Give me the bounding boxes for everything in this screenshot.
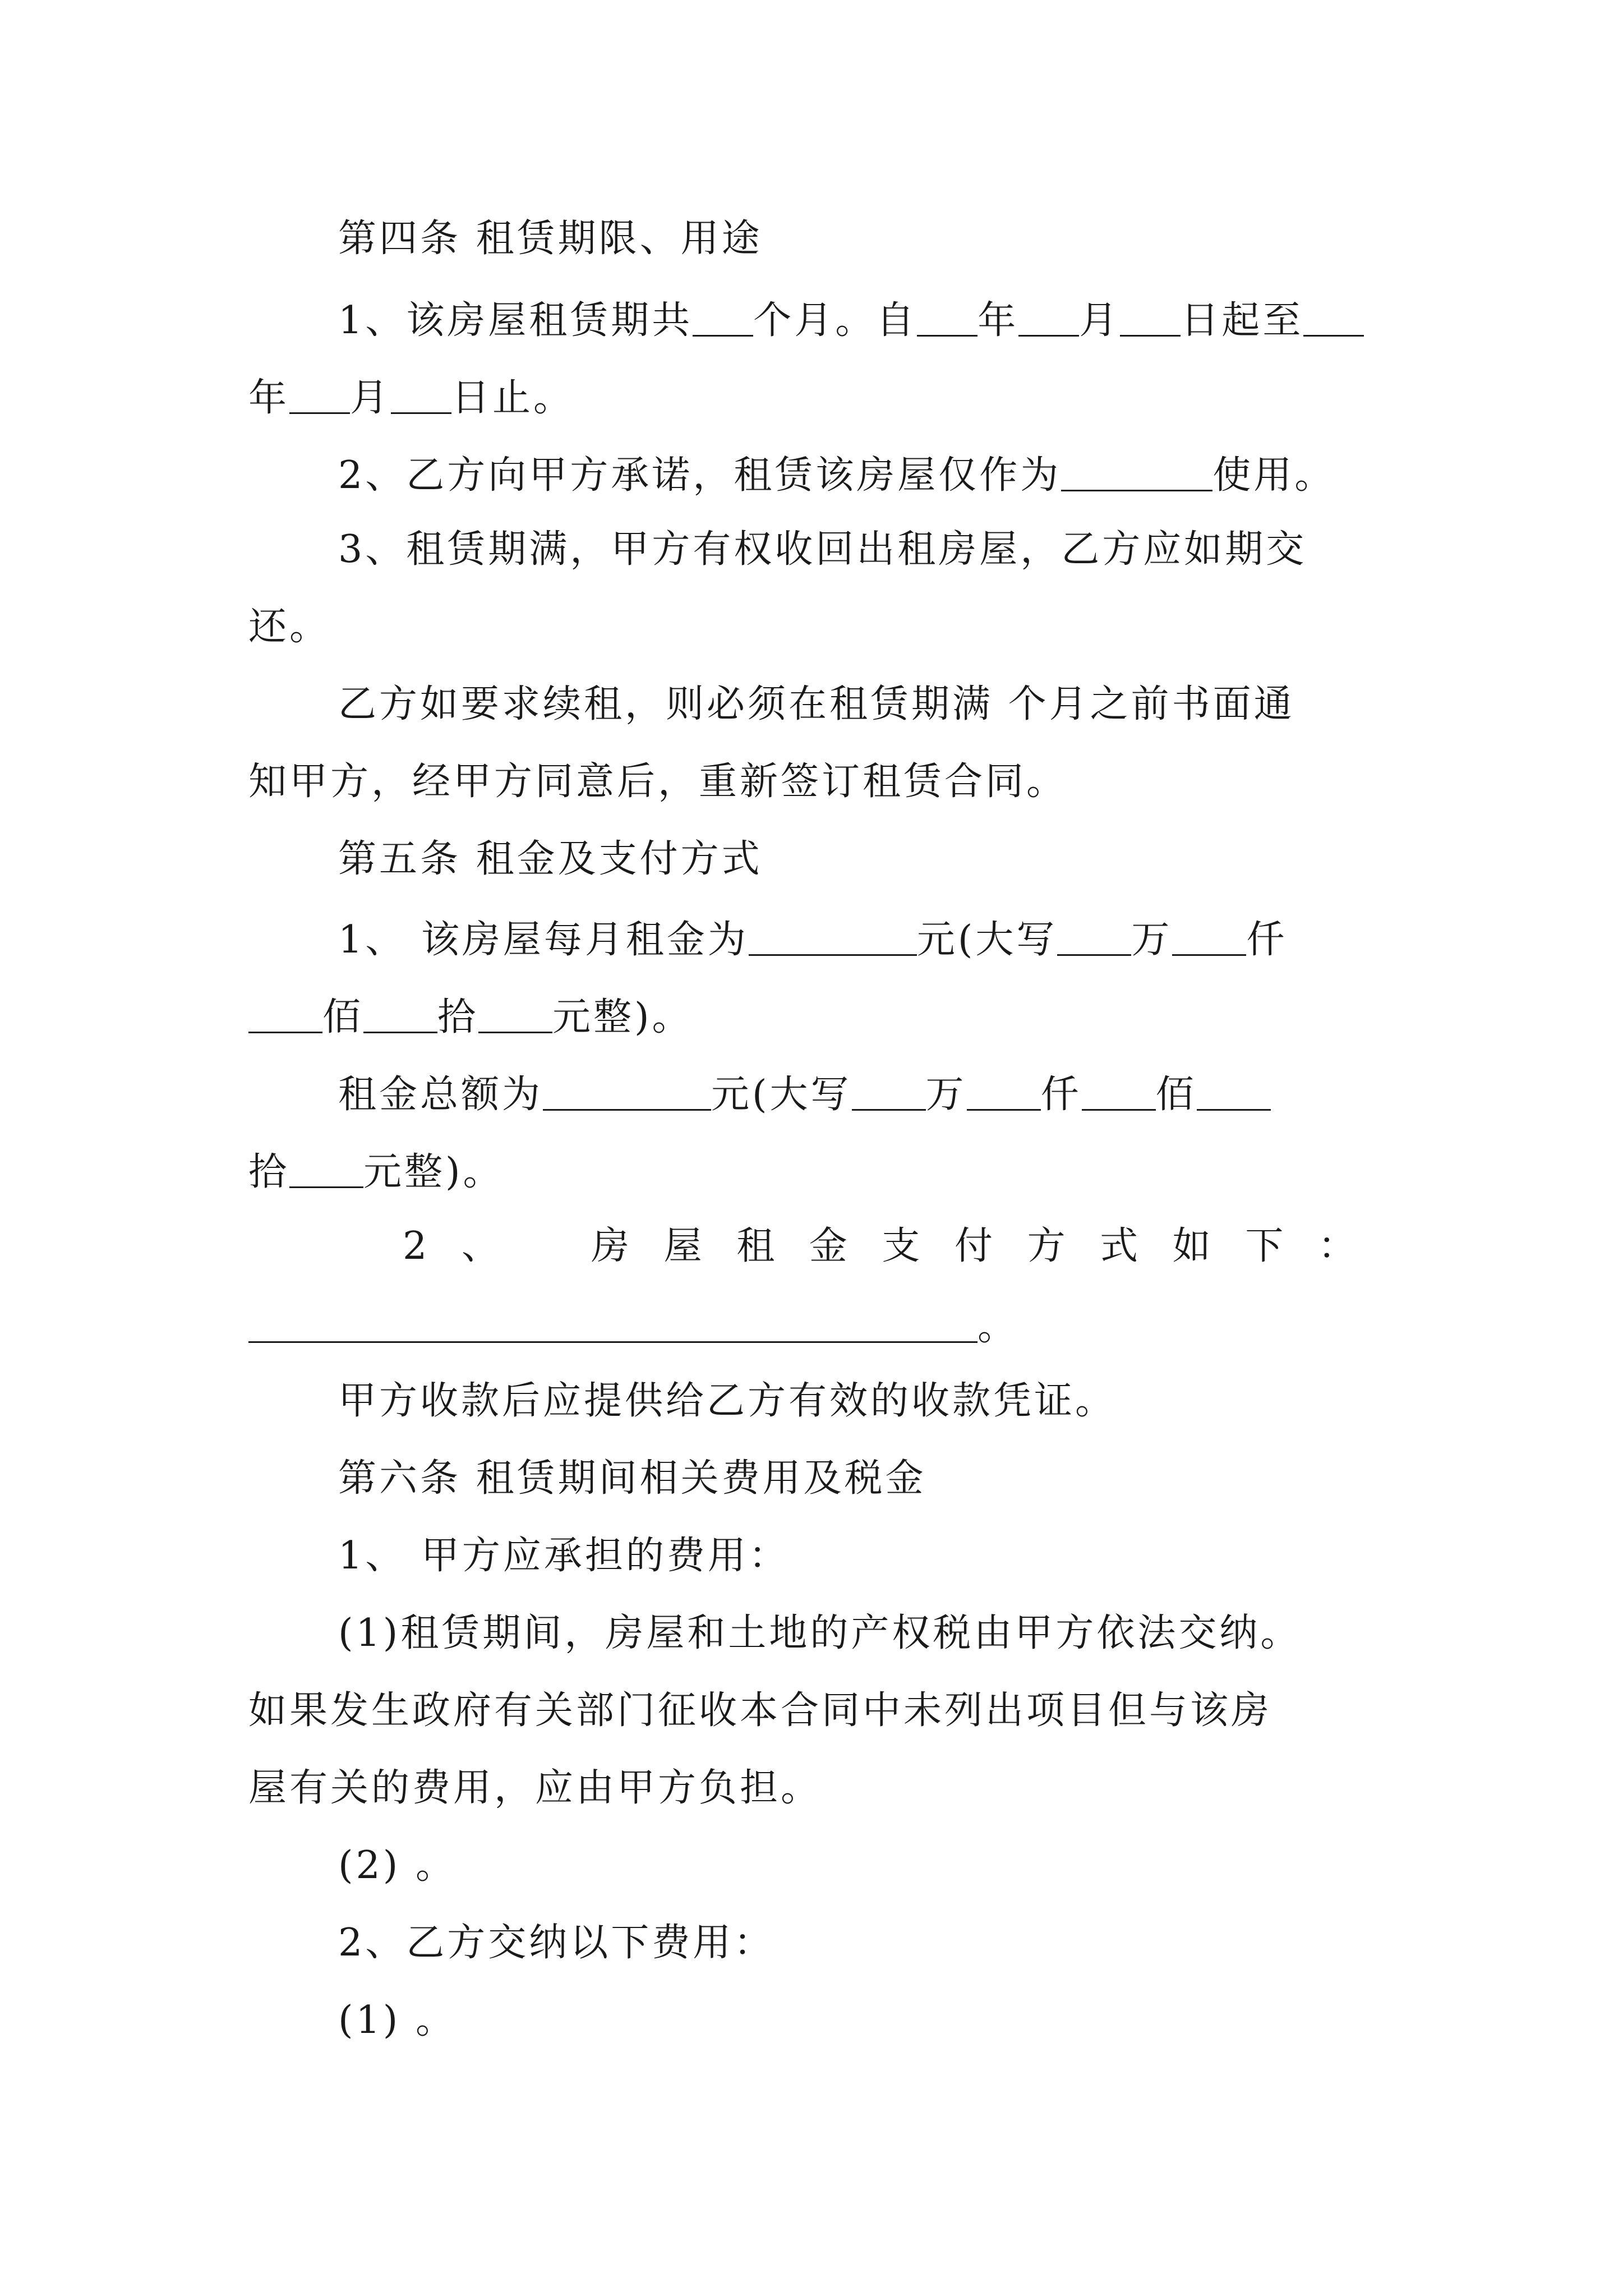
text-segment: ： (1317, 1224, 1356, 1268)
article6-item1-1-line2: 如果发生政府有关部门征收本合同中未列出项目但与该房 (248, 1688, 1272, 1733)
text-segment: 万 (1131, 918, 1173, 963)
blank-start-month[interactable] (1018, 298, 1079, 337)
blank-rent-yuan[interactable] (478, 995, 552, 1033)
text-segment: 租 (736, 1224, 775, 1268)
article5-item2-line2 (248, 1305, 1019, 1350)
blank-lease-months[interactable] (693, 298, 753, 337)
article6-item1-1-line1: (1)租赁期间，房屋和土地的产权税由甲方依法交纳。 (338, 1611, 1302, 1655)
text-segment: 佰 (322, 995, 364, 1040)
text-segment: 年 (978, 298, 1019, 343)
blank-start-day[interactable] (1120, 298, 1181, 337)
article4-item1-line2 (248, 376, 575, 421)
blank-end-day[interactable] (391, 376, 451, 414)
text-segment: 租金总额为 (338, 1073, 543, 1117)
text-segment: 元整)。 (552, 995, 693, 1040)
blank-usage[interactable] (1061, 453, 1212, 491)
text-segment: 仟 (1040, 1073, 1082, 1117)
article4-renewal-line2: 知甲方，经甲方同意后，重新签订租赁合同。 (248, 760, 1068, 804)
blank-rent-wan[interactable] (1057, 918, 1131, 956)
blank-payment-method[interactable] (248, 1305, 978, 1343)
article4-renewal-line1: 乙方如要求续租，则必须在租赁期满 个月之前书面通 (338, 682, 1295, 726)
blank-monthly-rent[interactable] (749, 918, 917, 956)
blank-rent-shi[interactable] (363, 995, 437, 1033)
text-segment: 日起至 (1181, 298, 1304, 343)
text-segment: 元(大写 (916, 918, 1058, 963)
blank-total-bai[interactable] (1082, 1073, 1156, 1111)
article5-item1-line1 (338, 918, 1288, 963)
blank-start-year[interactable] (917, 298, 978, 337)
text-segment: 个月。自 (753, 298, 917, 343)
blank-rent-qian[interactable] (1172, 918, 1246, 956)
article5-receipt: 甲方收款后应提供给乙方有效的收款凭证。 (338, 1379, 1117, 1423)
text-segment: 月 (1079, 298, 1121, 343)
text-segment: 方 (1027, 1224, 1066, 1268)
text-segment: 日止。 (451, 376, 575, 421)
blank-total-qian[interactable] (967, 1073, 1041, 1111)
article4-heading: 第四条 租赁期限、用途 (338, 217, 763, 261)
blank-rent-bai[interactable] (248, 995, 322, 1033)
blank-total-wan[interactable] (852, 1073, 926, 1111)
text-segment: 金 (809, 1224, 847, 1268)
text-segment: 使用。 (1212, 453, 1336, 498)
text-segment: 月 (350, 376, 391, 421)
text-segment: 年 (248, 376, 290, 421)
article5-total-line1 (338, 1073, 1271, 1117)
text-segment: 下 (1245, 1224, 1284, 1268)
article5-item1-line2 (248, 995, 693, 1040)
text-segment: 2 (403, 1224, 427, 1268)
text-segment: 。 (978, 1305, 1019, 1350)
text-segment: 仟 (1246, 918, 1288, 963)
article4-item1-line1 (338, 298, 1364, 343)
text-segment: 付 (954, 1224, 993, 1268)
article4-item3-line1: 3、租赁期满，甲方有权收回出租房屋，乙方应如期交 (338, 527, 1307, 572)
article6-heading: 第六条 租赁期间相关费用及税金 (338, 1456, 926, 1501)
text-segment: 式 (1100, 1224, 1138, 1268)
article6-item2-1: (1) 。 (338, 1998, 457, 2042)
blank-total-yuan[interactable] (289, 1150, 363, 1188)
text-segment: 拾 (248, 1150, 290, 1195)
text-segment: 如 (1172, 1224, 1211, 1268)
text-segment: 2、乙方向甲方承诺，租赁该房屋仅作为 (338, 453, 1062, 498)
article4-item3-line2: 还。 (248, 605, 331, 649)
article5-item2-line1 (403, 1224, 1356, 1268)
blank-total-shi-part1[interactable] (1197, 1073, 1271, 1111)
text-segment: 房 (591, 1224, 630, 1268)
article6-item1-heading: 1、 甲方应承担的费用： (338, 1534, 790, 1578)
text-segment: 支 (882, 1224, 920, 1268)
blank-end-month[interactable] (289, 376, 350, 414)
text-segment: 1、 该房屋每月租金为 (338, 918, 749, 963)
article5-total-line2 (248, 1150, 504, 1195)
article6-item2-heading: 2、乙方交纳以下费用： (338, 1921, 775, 1965)
article4-item2 (338, 453, 1336, 498)
text-segment: 元整)。 (363, 1150, 504, 1195)
text-segment: 拾 (437, 995, 479, 1040)
article5-heading: 第五条 租金及支付方式 (338, 837, 763, 881)
text-segment: 1、该房屋租赁期共 (338, 298, 693, 343)
text-segment: 屋 (663, 1224, 702, 1268)
text-segment: 万 (925, 1073, 967, 1117)
article6-item1-2: (2) 。 (338, 1843, 457, 1888)
text-segment: 元(大写 (711, 1073, 852, 1117)
text-segment: 佰 (1155, 1073, 1197, 1117)
blank-end-year-part1[interactable] (1303, 298, 1364, 337)
article6-item1-1-line3: 屋有关的费用，应由甲方负担。 (248, 1766, 822, 1810)
blank-total-rent[interactable] (543, 1073, 711, 1111)
text-segment: 、 (461, 1224, 500, 1268)
